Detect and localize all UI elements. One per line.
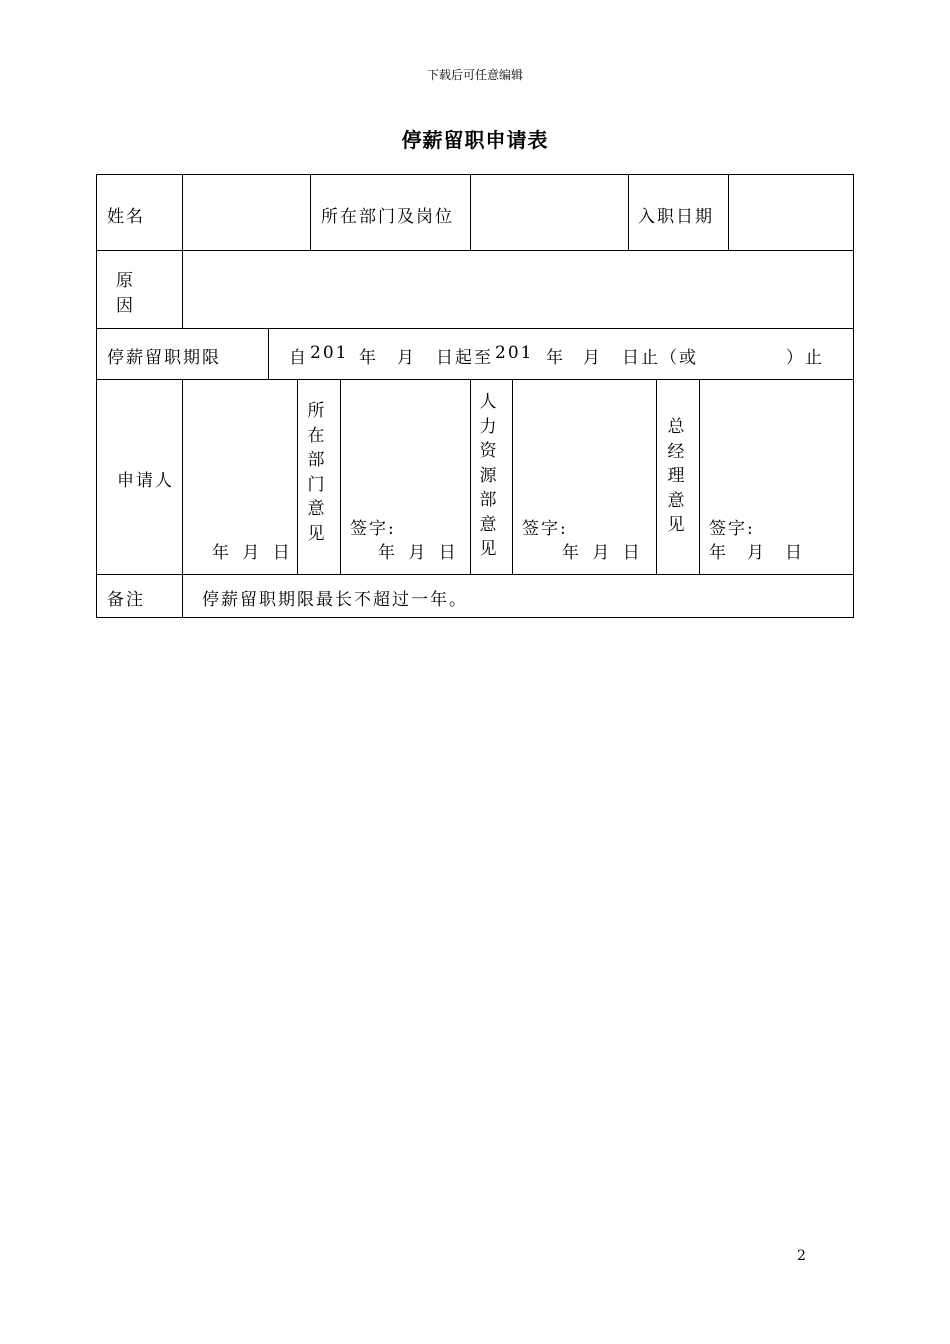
gm-signature-label: 签字: [709,519,755,539]
dept-opinion-label: 所在部门意见 [307,401,325,544]
hire-date-field[interactable] [729,175,853,250]
period-year-2: 年 [546,348,565,368]
table-rule [182,574,183,618]
dept-position-label: 所在部门及岗位 [321,207,454,227]
table-border-left [96,174,97,618]
gm-date: 年 月 日 [709,543,804,563]
name-field[interactable] [183,175,310,250]
page-title: 停薪留职申请表 [401,128,549,152]
name-label: 姓名 [107,207,145,227]
period-year-1: 年 [359,348,378,368]
table-border-right [853,174,854,618]
hr-date: 年 月 日 [562,543,644,563]
gm-opinion-label: 总经理意见 [667,417,685,535]
table-rule [297,379,298,575]
table-rule [96,574,854,575]
table-rule [470,379,471,575]
period-day-start: 日起至 [436,348,493,368]
reason-label-1: 原 [116,271,135,291]
header-note: 下载后可任意编辑 [426,68,523,82]
dept-date: 年 月 日 [378,543,460,563]
dept-position-field[interactable] [471,175,628,250]
period-year-prefix-1: 201 [310,343,349,363]
remark-label: 备注 [107,590,145,610]
period-month-2: 月 [583,348,602,368]
hr-signature-label: 签字: [522,519,568,539]
period-from: 自 [289,348,308,368]
period-year-prefix-2: 201 [495,343,534,363]
page-number: 2 [797,1248,806,1264]
period-month-1: 月 [397,348,416,368]
dept-signature-label: 签字: [350,519,396,539]
period-label: 停薪留职期限 [107,348,221,368]
reason-label-2: 因 [116,296,135,316]
period-end: ）止 [786,348,824,368]
applicant-date: 年 月 日 [212,543,294,563]
hire-date-label: 入职日期 [638,207,714,227]
reason-field[interactable] [183,251,853,328]
hr-opinion-label: 人力资源部意见 [479,392,497,559]
table-rule [656,379,657,575]
remark-text: 停薪留职期限最长不超过一年。 [202,590,468,610]
applicant-label: 申请人 [117,471,174,491]
table-rule [310,174,311,251]
table-rule [628,174,629,251]
table-border-bottom [96,617,854,618]
period-day-end: 日止（或 [622,348,698,368]
